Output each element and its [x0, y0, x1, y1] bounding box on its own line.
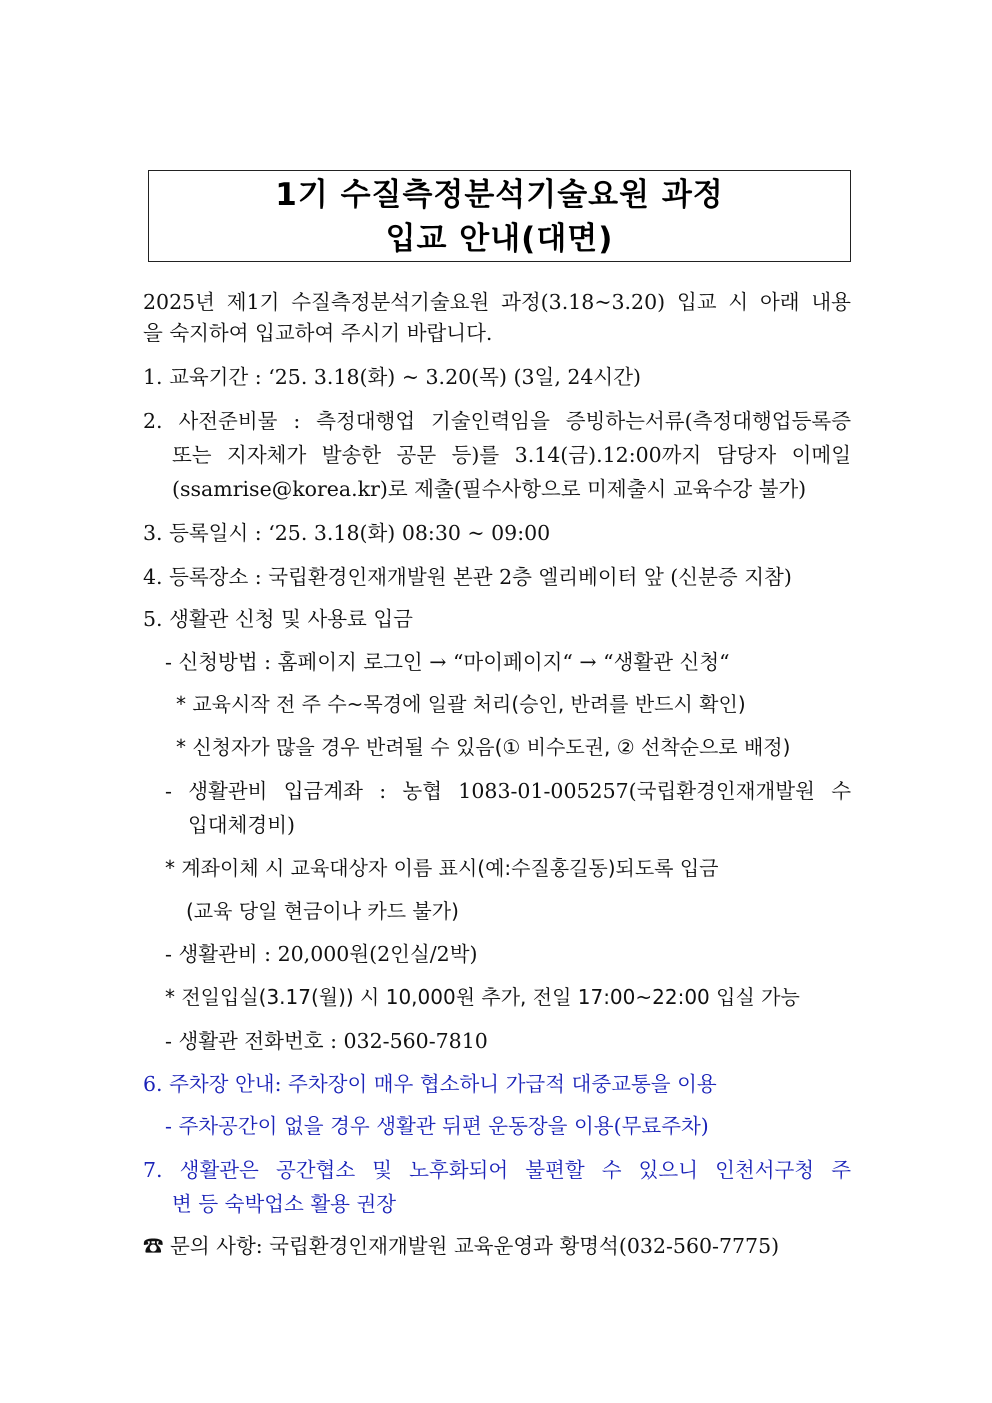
item-prep-line-2: 또는 지자체가 발송한 공문 등)를 3.14(금).12:00까지 담당자 이메일: [172, 443, 851, 467]
item-dorm-title: 5. 생활관 신청 및 사용료 입금: [143, 607, 413, 631]
title-box: [148, 170, 851, 262]
parking-sub: - 주차공간이 없을 경우 생활관 뒤편 운동장을 이용(무료주차): [165, 1114, 709, 1138]
intro-line-1: 2025년 제1기 수질측정분석기술요원 과정(3.18~3.20) 입교 시 아래 내용: [143, 290, 851, 314]
item-lodging-line-1: 7. 생활관은 공간협소 및 노후화되어 불편할 수 있으니 인천서구청 주: [143, 1158, 851, 1182]
dorm-note-3b: (교육 당일 현금이나 카드 불가): [186, 899, 459, 923]
dorm-note-1: * 교육시작 전 주 수~목경에 일괄 처리(승인, 반려를 반드시 확인): [176, 692, 746, 716]
dorm-phone: - 생활관 전화번호 : 032-560-7810: [165, 1029, 488, 1053]
item-parking: 6. 주차장 안내: 주차장이 매우 협소하니 가급적 대중교통을 이용: [143, 1072, 717, 1096]
contact-text: 문의 사항: 국립환경인재개발원 교육운영과 황명석(032-560-7775): [170, 1234, 780, 1258]
item-prep-line-1: 2. 사전준비물 : 측정대행업 기술인력임을 증빙하는서류(측정대행업등록증: [143, 409, 851, 433]
item-reg-time: 3. 등록일시 : ‘25. 3.18(화) 08:30 ~ 09:00: [143, 521, 551, 545]
dorm-account-line-1: - 생활관비 입금계좌 : 농협 1083-01-005257(국립환경인재개발원 수: [165, 779, 851, 803]
dorm-note-2: * 신청자가 많을 경우 반려될 수 있음(① 비수도권, ② 선착순으로 배정): [176, 735, 791, 759]
intro-line-2: 을 숙지하여 입교하여 주시기 바랍니다.: [143, 321, 493, 345]
dorm-account-line-2: 입대체경비): [188, 813, 296, 837]
title-line-1: 1기 수질측정분석기술요원 과정: [275, 177, 724, 213]
phone-icon: ☎: [143, 1234, 164, 1258]
item-reg-place: 4. 등록장소 : 국립환경인재개발원 본관 2층 엘리베이터 앞 (신분증 지참): [143, 565, 792, 589]
dorm-fee: - 생활관비 : 20,000원(2인실/2박): [165, 942, 478, 966]
contact-line: [143, 1229, 779, 1259]
item-prep-line-3: (ssamrise@korea.kr)로 제출(필수사항으로 미제출시 교육수강 불가): [172, 477, 807, 501]
item-period: 1. 교육기간 : ‘25. 3.18(화) ~ 3.20(목) (3일, 24시간): [143, 365, 642, 389]
title-line-2: 입교 안내(대면): [385, 221, 614, 257]
item-lodging-line-2: 변 등 숙박업소 활용 권장: [172, 1192, 397, 1216]
dorm-note-4: * 전일입실(3.17(월)) 시 10,000원 추가, 전일 17:00~22:00 입실 가능: [165, 985, 800, 1009]
dorm-note-3: * 계좌이체 시 교육대상자 이름 표시(예:수질홍길동)되도록 입금: [165, 856, 719, 880]
dorm-method: - 신청방법 : 홈페이지 로그인 → “마이페이지“ → “생활관 신청“: [165, 650, 730, 674]
